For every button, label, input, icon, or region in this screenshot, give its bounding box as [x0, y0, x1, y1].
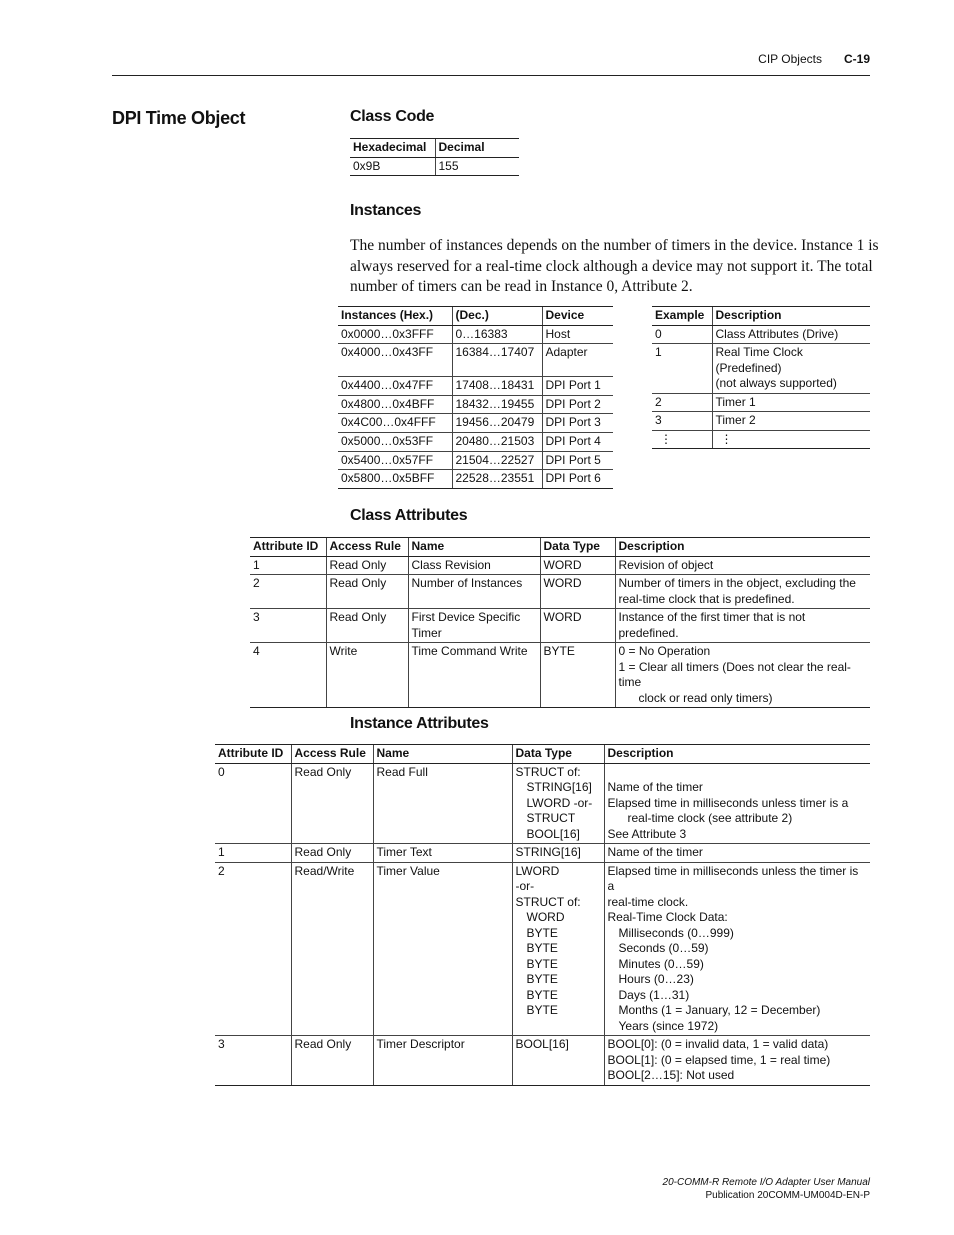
table-row [652, 325, 870, 344]
cell: 21504…22527 [452, 451, 542, 470]
cell: Read/Write [291, 862, 373, 1036]
cell: 20480…21503 [452, 433, 542, 452]
column-header: Access Rule [326, 538, 408, 557]
table-row [338, 433, 613, 452]
column-header: Description [712, 307, 870, 326]
cell-line: BYTE [526, 1003, 558, 1017]
cell: 1 [250, 556, 326, 575]
cell: DPI Port 2 [542, 395, 613, 414]
cell-line: BYTE [526, 972, 558, 986]
table-row [338, 470, 613, 489]
cell-line: STRING[16] [526, 780, 592, 794]
column-header: Attribute ID [250, 538, 326, 557]
cell-line: LWORD [515, 863, 560, 878]
cell [512, 862, 604, 1036]
cell-line: Years (since 1972) [618, 1018, 719, 1033]
table-row [215, 862, 870, 1036]
cell: WORD [540, 575, 615, 609]
cell: Timer 2 [712, 412, 870, 431]
example-table [652, 306, 870, 449]
cell-line: real-time clock that is predefined. [618, 591, 795, 606]
vertical-ellipsis: ⋮ [712, 430, 870, 449]
column-header: Name [373, 745, 512, 764]
cell [408, 609, 540, 643]
side-title: DPI Time Object [112, 108, 246, 128]
cell: Class Attributes (Drive) [712, 325, 870, 344]
header-section: CIP Objects [758, 52, 822, 66]
cell-line: Minutes (0…59) [618, 956, 704, 971]
cell-line: First Device Specific [411, 610, 521, 624]
cell-line: real-time clock. [607, 894, 689, 909]
cell-line: STRUCT [526, 811, 576, 825]
cell: 18432…19455 [452, 395, 542, 414]
cell: Read Only [326, 575, 408, 609]
instances-heading: Instances [350, 202, 422, 219]
cell: Read Full [373, 763, 512, 844]
cell-line: Seconds (0…59) [618, 941, 709, 955]
cell-line: 0 = No Operation [618, 644, 711, 658]
cell-line: real-time clock (see attribute 2) [627, 811, 793, 825]
column-header: Description [604, 745, 870, 764]
cell: 0x5400…0x57FF [338, 451, 452, 470]
cell: BYTE [540, 643, 615, 708]
cell-line: Hours (0…23) [618, 972, 694, 986]
column-header: Example [652, 307, 712, 326]
table-row [215, 1036, 870, 1086]
cell-line: BYTE [526, 956, 558, 971]
cell [615, 575, 870, 609]
cell: 0 [215, 763, 291, 844]
table-row [338, 414, 613, 433]
cell-line: Months (1 = January, 12 = December) [618, 1003, 821, 1017]
table-row [338, 377, 613, 396]
cell: Read Only [326, 556, 408, 575]
cell [615, 643, 870, 708]
column-header: Description [615, 538, 870, 557]
class-code-heading: Class Code [350, 108, 435, 125]
cell: Revision of object [615, 556, 870, 575]
instances-paragraph: The number of instances depends on the number of timers in the device. Instance 1 is always reserved for a real-time clock although a device may not support it. The total number of timers can be read in Instance 0, Attribute 2. [350, 237, 879, 295]
cell: Instance of the first timer that is not predefined. [615, 609, 870, 643]
table-row [652, 430, 870, 449]
cell: DPI Port 4 [542, 433, 613, 452]
cell-line: BYTE [526, 925, 558, 940]
instance-attributes-table [215, 744, 870, 1086]
cell-line: BOOL[2…15]: Not used [607, 1068, 735, 1082]
cell: Timer 1 [712, 393, 870, 412]
column-header: Decimal [435, 139, 519, 158]
column-header: Hexadecimal [350, 139, 435, 158]
column-header: Access Rule [291, 745, 373, 764]
cell: DPI Port 1 [542, 377, 613, 396]
class-code-table [350, 138, 519, 176]
cell [604, 862, 870, 1036]
cell [712, 344, 870, 394]
cell: 1 [215, 844, 291, 863]
cell-hex: 0x9B [350, 157, 435, 176]
cell: Read Only [291, 1036, 373, 1086]
cell-line: WORD [526, 910, 565, 924]
cell: 2 [215, 862, 291, 1036]
cell: Read Only [291, 844, 373, 863]
column-header: Data Type [540, 538, 615, 557]
page-footer [663, 1176, 870, 1202]
table-row [338, 395, 613, 414]
table-row [652, 412, 870, 431]
cell-line: Name of the timer [607, 780, 703, 794]
cell-line: BOOL[1]: (0 = elapsed time, 1 = real time) [607, 1052, 831, 1067]
cell: 2 [652, 393, 712, 412]
cell: 1 [652, 344, 712, 394]
column-header: Data Type [512, 745, 604, 764]
table-row [652, 344, 870, 394]
cell-line: Days (1…31) [618, 987, 690, 1002]
cell-line: STRUCT of: [515, 894, 581, 909]
running-header [758, 52, 870, 66]
cell: Write [326, 643, 408, 708]
cell: 2 [250, 575, 326, 609]
cell: 0x4C00…0x4FFF [338, 414, 452, 433]
cell: Number of Instances [408, 575, 540, 609]
cell: 22528…23551 [452, 470, 542, 489]
cell [512, 763, 604, 844]
column-header: Device [542, 307, 613, 326]
column-header: Instances (Hex.) [338, 307, 452, 326]
cell: BOOL[16] [512, 1036, 604, 1086]
cell: Adapter [542, 344, 613, 377]
table-row [350, 157, 519, 176]
cell [604, 763, 870, 844]
table-row [250, 556, 870, 575]
cell: 3 [250, 609, 326, 643]
cell-line: (not always supported) [715, 376, 837, 390]
cell-line: Number of timers in the object, excluding the [618, 576, 856, 590]
table-row [652, 393, 870, 412]
instances-table [338, 306, 613, 489]
cell: 0x4800…0x4BFF [338, 395, 452, 414]
cell: Read Only [291, 763, 373, 844]
table-row [338, 344, 613, 377]
cell: Timer Text [373, 844, 512, 863]
cell: STRING[16] [512, 844, 604, 863]
cell: WORD [540, 556, 615, 575]
cell: Timer Value [373, 862, 512, 1036]
table-row [250, 643, 870, 708]
header-rule [112, 75, 870, 76]
cell-dec: 155 [435, 157, 519, 176]
cell-line: clock or read only timers) [638, 690, 773, 705]
cell-line: -or- [515, 879, 535, 893]
column-header: Name [408, 538, 540, 557]
cell: Timer Descriptor [373, 1036, 512, 1086]
table-row [215, 844, 870, 863]
cell-line: Real-Time Clock Data: [607, 910, 728, 924]
page-number: C-19 [843, 52, 870, 66]
footer-publication: Publication 20COMM-UM004D-EN-P [705, 1190, 870, 1201]
cell: 3 [652, 412, 712, 431]
vertical-ellipsis: ⋮ [652, 430, 712, 449]
cell-line: BOOL[16] [526, 826, 580, 841]
cell-line: Real Time Clock (Predefined) [715, 345, 803, 375]
cell: 3 [215, 1036, 291, 1086]
cell-line: LWORD -or- [526, 795, 593, 810]
cell: DPI Port 5 [542, 451, 613, 470]
cell-line: BYTE [526, 941, 558, 955]
cell-line [608, 765, 868, 781]
cell: 0x5000…0x53FF [338, 433, 452, 452]
class-attributes-table [250, 537, 870, 708]
cell: 19456…20479 [452, 414, 542, 433]
column-header: (Dec.) [452, 307, 542, 326]
table-row [338, 451, 613, 470]
cell: Host [542, 325, 613, 344]
cell-line: See Attribute 3 [607, 826, 687, 841]
cell-line: BYTE [526, 987, 558, 1002]
table-row [250, 575, 870, 609]
cell: 0x4000…0x43FF [338, 344, 452, 377]
column-header: Attribute ID [215, 745, 291, 764]
cell: Class Revision [408, 556, 540, 575]
table-row [215, 763, 870, 844]
cell: 16384…17407 [452, 344, 542, 377]
cell: 17408…18431 [452, 377, 542, 396]
cell: 0x4400…0x47FF [338, 377, 452, 396]
cell: 0x5800…0x5BFF [338, 470, 452, 489]
cell-line: STRUCT of: [515, 764, 581, 779]
cell: Time Command Write [408, 643, 540, 708]
cell [604, 1036, 870, 1086]
instance-attributes-heading: Instance Attributes [350, 715, 489, 732]
cell: 4 [250, 643, 326, 708]
cell-line: Milliseconds (0…999) [618, 925, 734, 940]
cell: DPI Port 6 [542, 470, 613, 489]
table-row [250, 609, 870, 643]
cell-line: Timer [411, 625, 442, 640]
cell: 0 [652, 325, 712, 344]
cell: Read Only [326, 609, 408, 643]
cell-line: BOOL[0]: (0 = invalid data, 1 = valid data) [607, 1037, 829, 1051]
cell-line: Elapsed time in milliseconds unless the timer is a [607, 863, 859, 893]
cell: WORD [540, 609, 615, 643]
cell: DPI Port 3 [542, 414, 613, 433]
cell-line: Elapsed time in milliseconds unless timer is a [607, 795, 849, 810]
cell: 0…16383 [452, 325, 542, 344]
table-row [338, 325, 613, 344]
cell-line: 1 = Clear all timers (Does not clear the real-time [618, 659, 851, 689]
cell: Name of the timer [604, 844, 870, 863]
footer-manual: 20-COMM-R Remote I/O Adapter User Manual [662, 1177, 870, 1188]
cell: 0x0000…0x3FFF [338, 325, 452, 344]
class-attributes-heading: Class Attributes [350, 507, 468, 524]
